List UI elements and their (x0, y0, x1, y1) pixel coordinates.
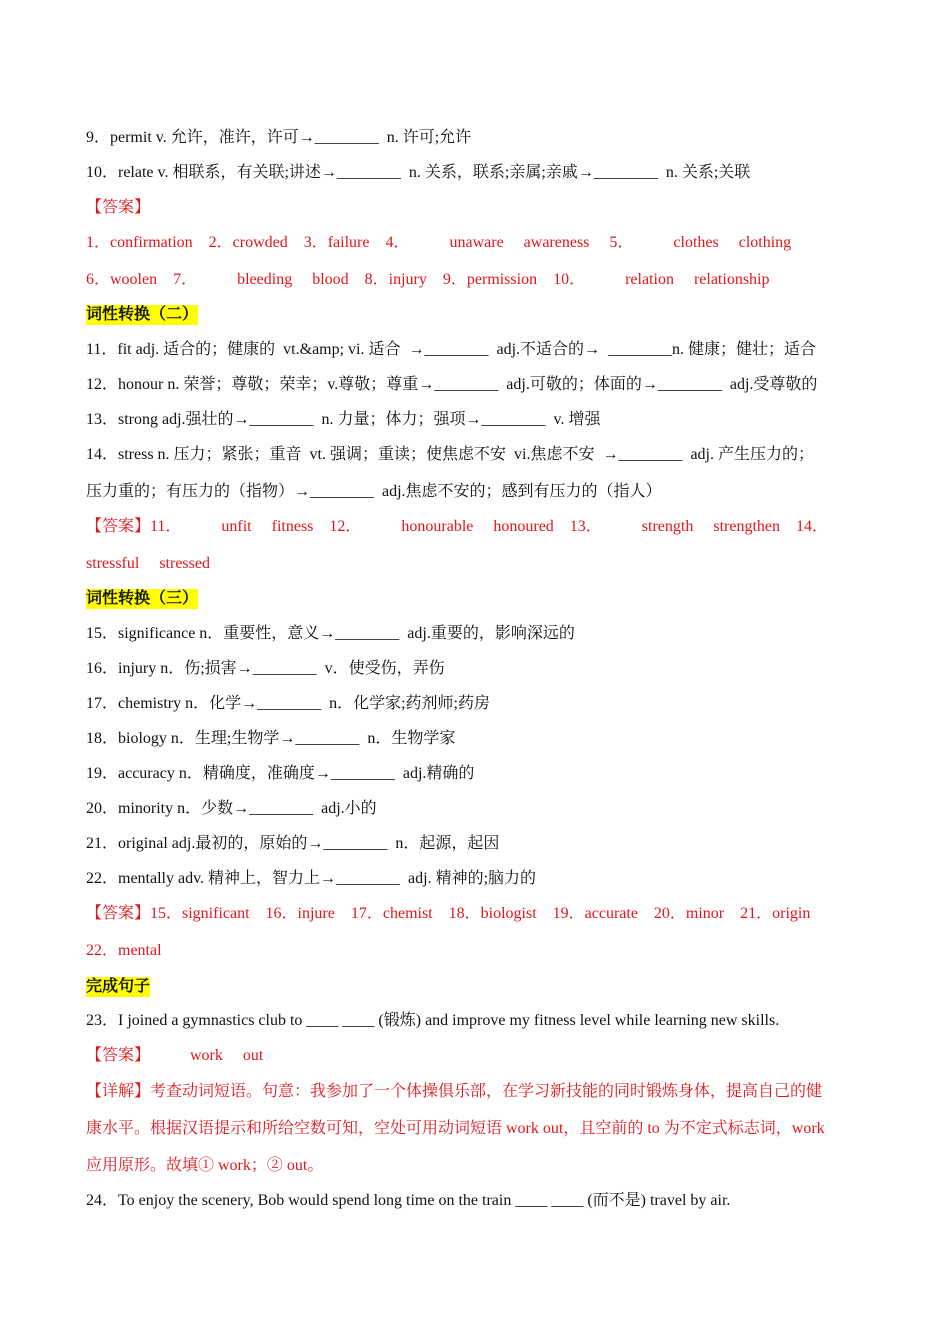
question-11: 11．fit adj. 适合的；健康的 vt.&amp; vi. 适合 →________ adj.不适合的→ ________n. 健康；健壮；适合 (86, 341, 817, 358)
answer-row-6: 22．mental (86, 942, 162, 959)
question-19: 19．accuracy n．精确度，准确度→________ adj.精确的 (86, 765, 475, 782)
question-12: 12．honour n. 荣誉；尊敬；荣幸；v.尊敬；尊重→________ adj.可敬的；体面的→________ adj.受尊敬的 (86, 376, 818, 393)
section-heading-4: 完成句子 (86, 978, 151, 995)
question-10: 10．relate v. 相联系，有关联;讲述→________ n. 关系，联系;亲属;亲戚→________ n. 关系;关联 (86, 164, 751, 181)
answer-row-1: 1．confirmation 2．crowded 3．failure 4． unaware awareness 5． clothes clothing (86, 234, 792, 251)
question-21: 21．original adj.最初的，原始的→________ n．起源，起因 (86, 835, 500, 852)
question-13: 13．strong adj.强壮的→________ n. 力量；体力；强项→________ v. 增强 (86, 411, 601, 428)
question-17: 17．chemistry n．化学→________ n．化学家;药剂师;药房 (86, 695, 490, 712)
question-15: 15．significance n．重要性，意义→________ adj.重要的，影响深远的 (86, 625, 575, 642)
answer-row-3: 【答案】11． unfit fitness 12． honourable honoured 13． strength strengthen 14． (86, 518, 829, 535)
section-heading-3: 词性转换（三） (86, 590, 199, 607)
explanation-line-2: 康水平。根据汉语提示和所给空数可知，空处可用动词短语 work out，且空前的 to 为不定式标志词，work (86, 1120, 825, 1137)
explanation-line-3: 应用原形。故填① work；② out。 (86, 1157, 324, 1174)
answer-row-7: 【答案】 work out (86, 1047, 264, 1064)
question-18: 18．biology n．生理;生物学→________ n．生物学家 (86, 730, 456, 747)
question-16: 16．injury n．伤;损害→________ v．使受伤，弄伤 (86, 660, 445, 677)
question-24: 24．To enjoy the scenery, Bob would spend long time on the train ____ ____ (而不是) travel by air. (86, 1192, 731, 1209)
explanation-line-1: 【详解】考查动词短语。句意：我参加了一个体操俱乐部，在学习新技能的同时锻炼身体，提高自己的健 (86, 1083, 823, 1100)
answer-row-4: stressful stressed (86, 555, 210, 572)
question-22: 22．mentally adv. 精神上，智力上→________ adj. 精神的;脑力的 (86, 870, 537, 887)
question-20: 20．minority n．少数→________ adj.小的 (86, 800, 377, 817)
question-14-line-2: 压力重的；有压力的（指物）→________ adj.焦虑不安的；感到有压力的（指人） (86, 483, 662, 500)
question-14-line-1: 14．stress n. 压力；紧张；重音 vt. 强调；重读；使焦虑不安 vi.焦虑不安 →________ adj. 产生压力的； (86, 446, 814, 463)
question-23: 23．I joined a gymnastics club to ____ ____ (锻炼) and improve my fitness level while learning new skills. (86, 1012, 780, 1029)
question-9: 9．permit v. 允许，准许，许可→________ n. 许可;允许 (86, 129, 472, 146)
answer-row-2: 6．woolen 7． bleeding blood 8．injury 9．permission 10． relation relationship (86, 271, 770, 288)
answer-row-5: 【答案】15．significant 16．injure 17．chemist 18．biologist 19．accurate 20．minor 21．origin (86, 905, 811, 922)
section-heading-2: 词性转换（二） (86, 306, 199, 323)
answer-label-1: 【答案】 (86, 199, 151, 216)
